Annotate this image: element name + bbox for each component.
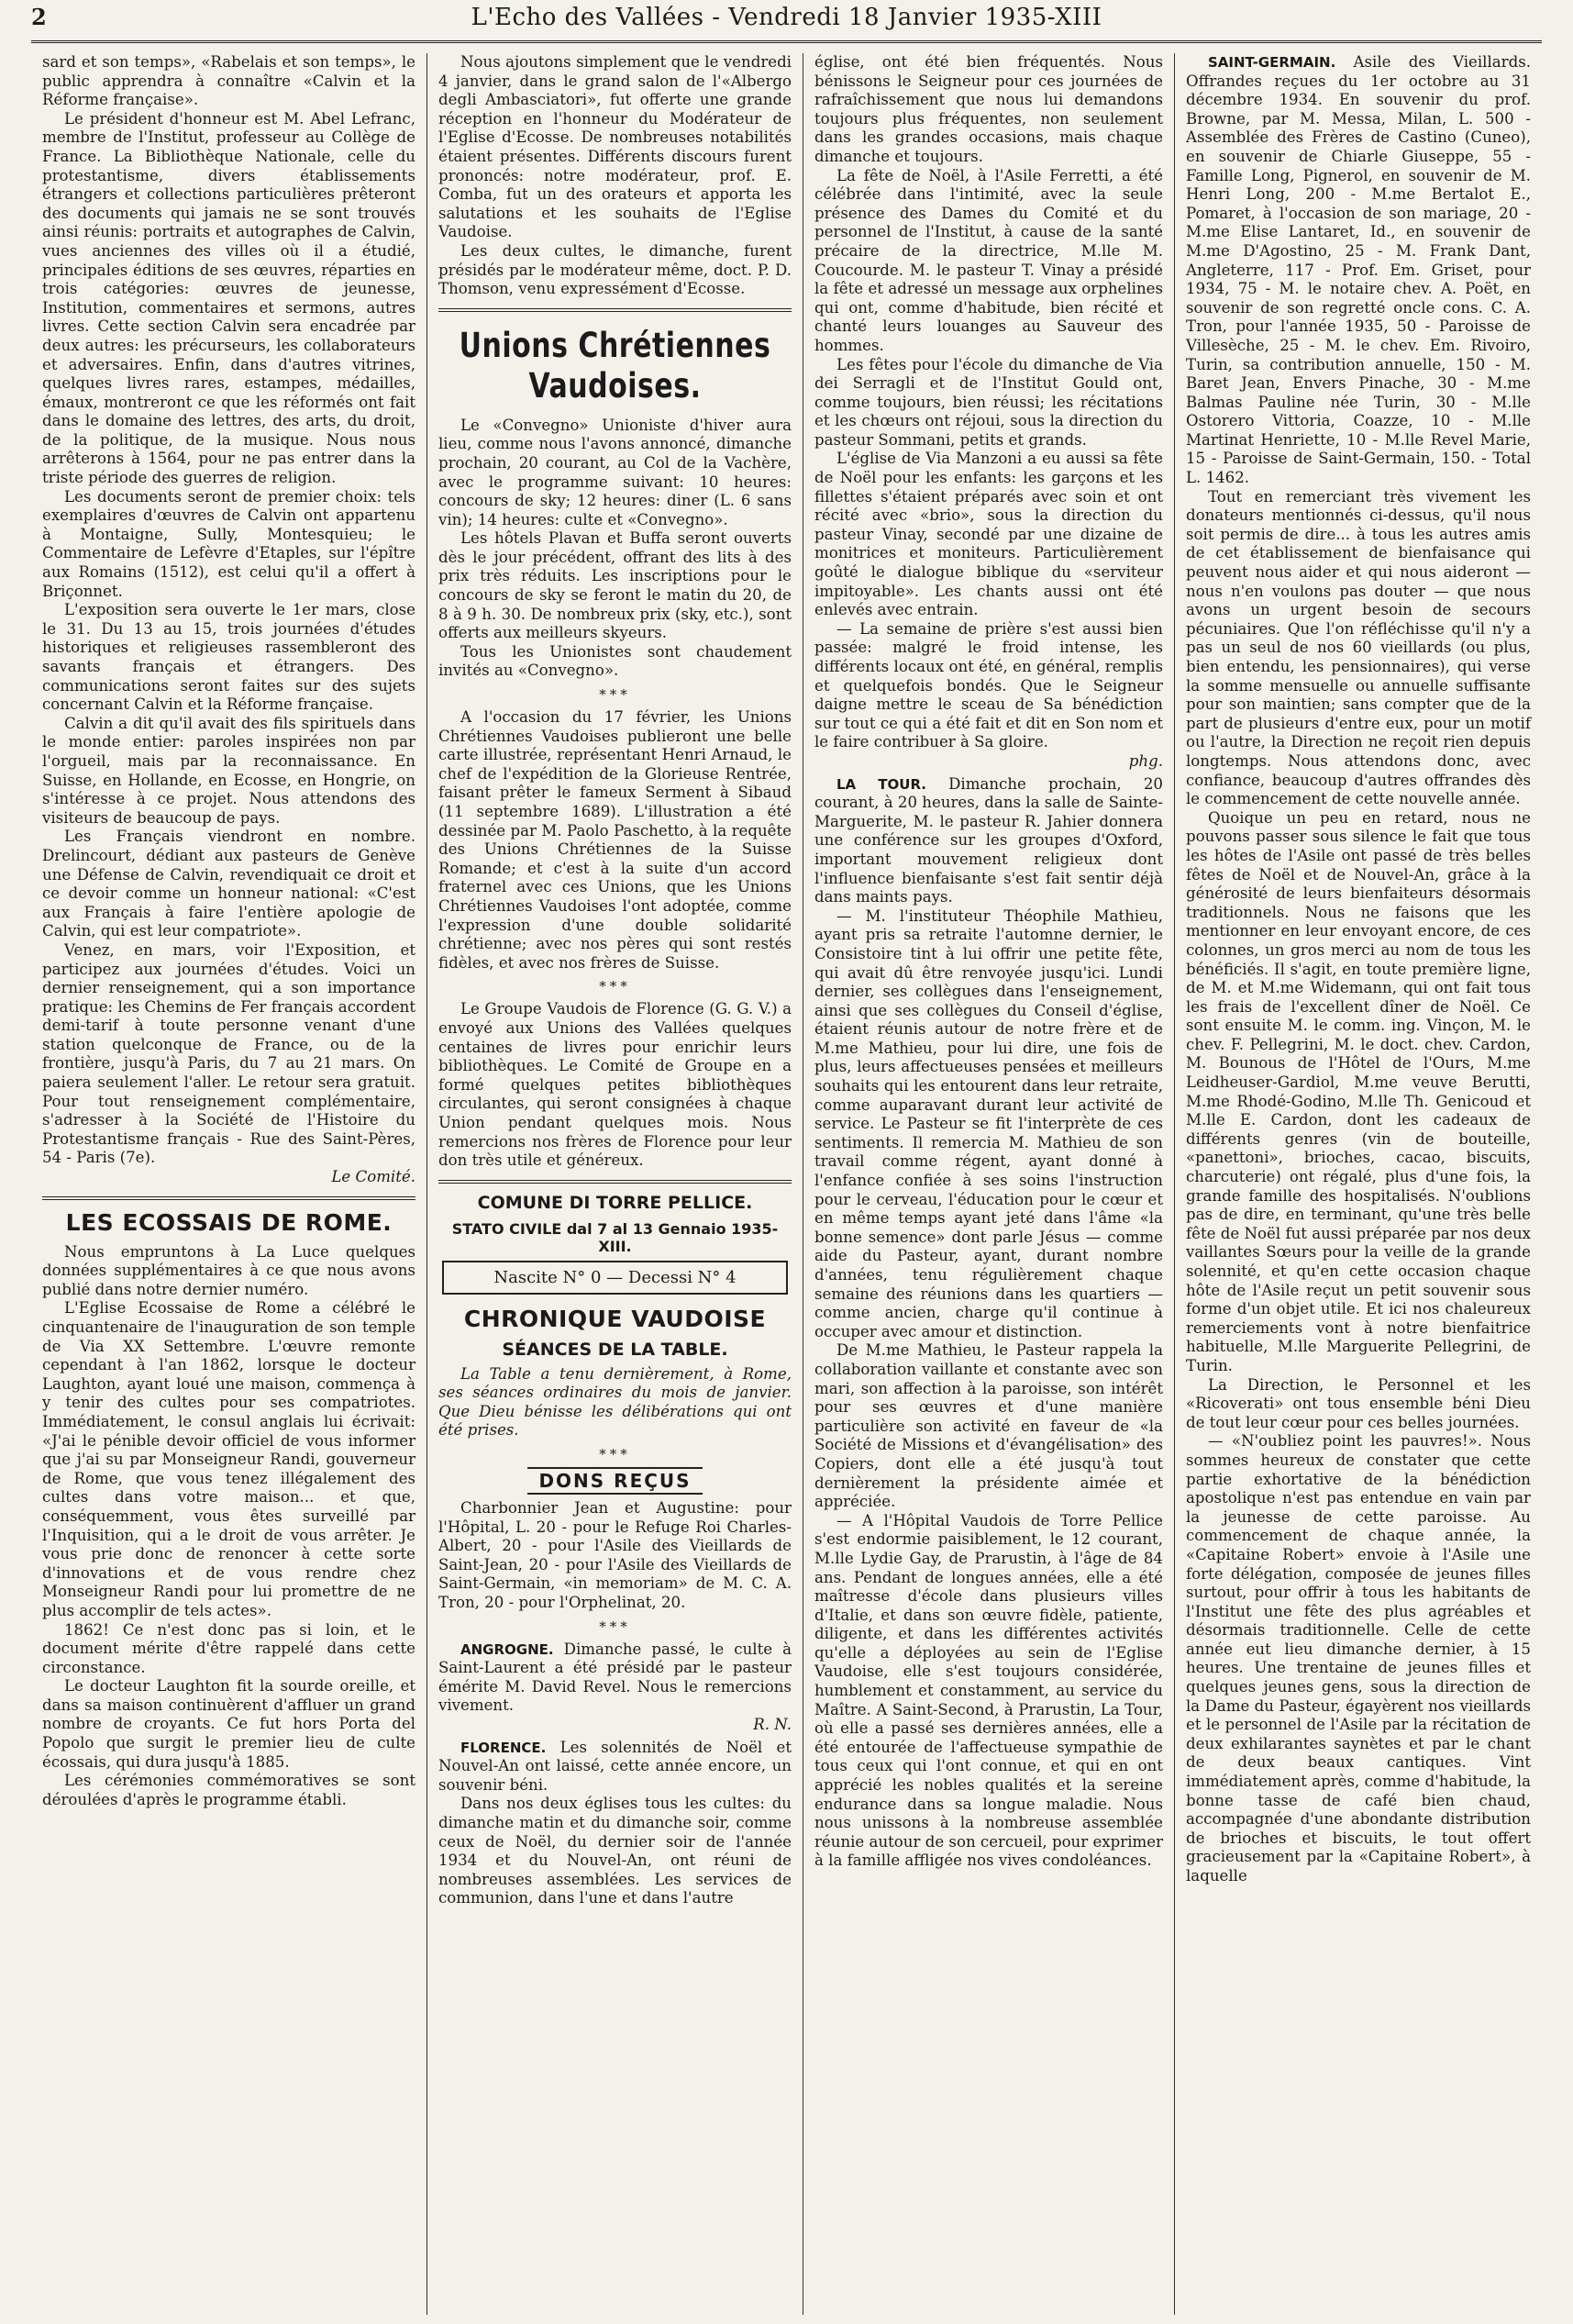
paragraph-text: Les solennités de Noël et Nouvel-An ont laissé, cette année encore, un souvenir béni. [438, 1738, 792, 1794]
place-name: SAINT-GERMAIN. [1208, 54, 1336, 71]
subheading-dons [438, 1470, 792, 1492]
divider [438, 308, 792, 312]
masthead [31, 0, 1542, 43]
paragraph: Quoique un peu en retard, nous ne pouvons passer sous silence le fait que tous les hôtes de l'Asile ont passé de très belles fêtes de Noël et de Nouvel-An, grâce à la générosité de leurs bienfaiteurs désormais traditionnels. Nous ne faisons que les mentionner en leur envoyant encore, de ces colonnes, un gros merci au nom de tous les bénéficiés. Il s'agit, en toute première ligne, de M. et M.me Widemann, qui ont fait tous les frais de l'excellent dîner de Noël. Ce sont ensuite M. le comm. ing. Vinçon, M. le chev. F. Pellegrini, M. le doct. chev. Cardon, M. Bounous de l'Hôtel de l'Ours, M.me Leidheuser-Gardiol, M.me veuve Berutti, M.me Rhodé-Godino, M.lle Th. Genicoud et M.lle E. Cardon, dont les cadeaux de différents genres (vin de bouteille, «panettoni», brioches, cacao, biscuits, charcuterie) ont régalé, plus d'une fois, la grande famille des hospitalisés. N'oublions pas de dire, en terminant, qu'une très belle fête de Noël fut aussi préparée par nos deux vaillantes Sœurs pour la veille de la grande solennité, et qu'en cette occasion chaque hôte de l'Asile reçut un petit souvenir sous forme d'un objet utile. Et ici nos chaleureux remerciements vont à notre bienfaitrice habituelle, M.lle Marguerite Pellegrini, de Turin. [1186, 808, 1531, 1374]
place-name: FLORENCE. [460, 1739, 547, 1756]
paragraph: L'Eglise Ecossaise de Rome a célébré le cinquantenaire de l'inauguration de son temple de Via XX Settembre. L'œuvre remonte cependant à l'an 1862, lorsque le docteur Laughton, ayant loué une maison, commença à y tenir des cultes pour ses compatriotes. Immédiatement, le consul anglais lui écrivait: «J'ai le pénible devoir officiel de vous informer que j'ai su par Monseigneur Randi, gouverneur de Rome, que vous tenez illégalement des cultes dans votre maison... et que, conséquemment, vous êtes surveillé par l'Inquisition, qui a le droit de vous arrêter. Je vous prie donc de renoncer à cette sorte d'innovations et de vous rendre chez Monseigneur Randi pour lui promettre de ne plus accomplir de tels actes». [42, 1299, 415, 1619]
paragraph: Les hôtels Plavan et Buffa seront ouverts dès le jour précédent, offrant des lits à des prix très réduits. Les inscriptions pour le concours de sky se feront le matin du 20, de 8 à 9 h. 30. De nombreux prix (sky, etc.), sont offerts aux meilleurs skyeurs. [438, 529, 792, 642]
paragraph: Charbonnier Jean et Augustine: pour l'Hôpital, L. 20 - pour le Refuge Roi Charles-Albert, 20 - pour l'Asile des Vieillards de Saint-Jean, 20 - pour l'Asile des Vieillards de Saint-Germain, «in memoriam» de M. C. A. Tron, 20 - pour l'Orphelinat, 20. [438, 1499, 792, 1612]
dons-label: DONS REÇUS [527, 1467, 702, 1495]
paragraph: — A l'Hôpital Vaudois de Torre Pellice s'est endormie paisiblement, le 12 courant, M.lle Lydie Gay, de Prarustin, à l'âge de 84 ans. Pendant de longues années, elle a été maîtresse d'école dans plusieurs villes d'Italie, et dans son œuvre fidèle, patiente, diligente, et dans les différentes activités qu'elle a déployées au sein de l'Eglise Vaudoise, elle s'est toujours considérée, humblement et constamment, au service du Maître. A Saint-Second, à Prarustin, La Tour, où elle a passé ses dernières années, elle a été entourée de l'affectueuse sympathie de tous ceux qui l'ont connue, et qui en ont apprécié les nobles qualités et la sereine endurance dans sa longue maladie. Nous nous unissons à la nombreuse assemblée réunie autour de son cercueil, pour exprimer à la famille affligée nos vives condoléances. [814, 1511, 1163, 1870]
place-name: LA TOUR. [836, 775, 926, 793]
paragraph: — La semaine de prière s'est aussi bien passée: malgré le froid intense, les différents locaux ont été, en général, remplis et quelquefois bondés. Que le Seigneur daigne mettre le sceau de Sa bénédiction sur tout ce qui a été fait et dit en Son nom et le faire contribuer à Sa gloire. [814, 619, 1163, 751]
paragraph: Tous les Unionistes sont chaudement invités au «Convegno». [438, 642, 792, 680]
paragraph: De M.me Mathieu, le Pasteur rappela la collaboration vaillante et constante avec son mari, son affection à la paroisse, son intérêt pour ses œuvres et d'une manière particulière son activité en faveur de «la Société de Missions et d'évangélisation» des Copiers, dont elle a été jusqu'à tout dernièrement la présidente aimée et appréciée. [814, 1341, 1163, 1511]
paragraph: — M. l'instituteur Théophile Mathieu, ayant pris sa retraite l'automne dernier, le Consistoire tint à lui offrir une petite fête, qui avait dû être renvoyée jusqu'ici. Lundi dernier, ses collègues dans l'enseignement, ainsi que ses collègues du Conseil d'église, étaient réunis autour de notre frère et de M.me Mathieu, pour lui dire, une fois de plus, leurs affectueuses pensées et meilleurs souhaits qui les entourent dans leur retraite, comme auparavant durant leur activité de service. Le Pasteur se fit l'interprète de ces sentiments. Il remercia M. Mathieu de son travail comme régent, ayant donné à l'enfance confiée à ses soins l'instruction pour le cerveau, l'éducation pour le cœur et en même temps ayant jeté dans l'âme «la bonne semence» dont parle Jésus — comme aide du Pasteur, ayant, durant nombre d'années, tenu régulièrement chaque semaine des réunions dans les quartiers — comme ancien, charge qu'il continue à occuper avec amour et distinction. [814, 906, 1163, 1340]
paragraph: La Direction, le Personnel et les «Ricoverati» ont tous ensemble béni Dieu de tout leur cœur pour ces belles journées. [1186, 1375, 1531, 1431]
paragraph: Nous ajoutons simplement que le vendredi 4 janvier, dans le grand salon de l'«Albergo degli Ambasciatori», fut offerte une grande réception en l'honneur du Modérateur de l'Eglise d'Ecosse. De nombreuses notabilités étaient présentes. Différents discours furent prononcés: notre modérateur, prof. E. Comba, fut un des orateurs et apporta les salutations et les souhaits de l'Eglise Vaudoise. [438, 53, 792, 241]
paragraph: Le docteur Laughton fit la sourde oreille, et dans sa maison continuèrent d'affluer un grand nombre de croyants. Ce fut hors Porta del Popolo que surgit le premier lieu de culte écossais, qui dura jusqu'à 1885. [42, 1677, 415, 1771]
paragraph: Le «Convegno» Unioniste d'hiver aura lieu, comme nous l'avons annoncé, dimanche prochain, 20 courant, au Col de la Vachère, avec le programme suivant: 10 heures: concours de sky; 12 heures: diner (L. 6 sans vin); 14 heures: culte et «Convegno». [438, 416, 792, 528]
section-heading-chronique: CHRONIQUE VAUDOISE [463, 1305, 767, 1332]
signature: Le Comité. [331, 1168, 415, 1186]
paragraph: 1862! Ce n'est donc pas si loin, et le document mérite d'être rappelé dans cette circonstance. [42, 1620, 415, 1676]
paragraph: Calvin a dit qu'il avait des fils spirituels dans le monde entier: paroles inspirées non par l'orgueil, mais par la reconnaissance. En Suisse, en Hollande, en Ecosse, en Hongrie, on s'intéresse à ce projet. Nous attendons des visiteurs de beaucoup de pays. [42, 714, 415, 827]
paragraph: L'exposition sera ouverte le 1er mars, close le 31. Du 13 au 15, trois journées d'études historiques et religieuses rassembleront des savants français et étrangers. Des communications seront faites sur des sujets concernant Calvin et la Réforme française. [42, 601, 415, 714]
column-3 [803, 53, 1174, 2315]
paragraph: Nous empruntons à La Luce quelques données supplémentaires à ce que nous avons publié dans notre dernier numéro. [42, 1242, 415, 1298]
paragraph: Les Français viendront en nombre. Drelincourt, dédiant aux pasteurs de Genève une Défense de Calvin, revendiquait ce droit et ce devoir comme un honneur national: «C'est aux Français à faire l'entière apologie de Calvin, qui est leur compatriote». [42, 828, 415, 940]
section-heading-unions: Unions Chrétiennes Vaudoises. [459, 325, 771, 406]
separator-stars: *** [599, 686, 631, 704]
columns [31, 53, 1542, 2315]
paragraph: église, ont été bien fréquentés. Nous bénissons le Seigneur pour ces journées de rafraîchissement que nous lui demandons toujours plus fréquentes, non seulement dans les grandes occasions, mais chaque dimanche et toujours. [814, 53, 1163, 165]
paragraph [1186, 53, 1531, 488]
paragraph: La fête de Noël, à l'Asile Ferretti, a été célébrée dans l'intimité, avec la seule présence des Dames du Comité et du personnel de l'Institut, à cause de la santé précaire de la directrice, M.lle M. Coucourde. M. le pasteur T. Vinay a présidé la fête et adressé un message aux orphelines qui ont, comme d'habitude, bien récité et chanté leurs louanges au Sauveur des hommes. [814, 166, 1163, 354]
paragraph: — «N'oubliez point les pauvres!». Nous sommes heureux de constater que cette partie exhortative de la bénédiction apostolique n'est pas entendue en vain par la jeunesse de cette paroisse. Au commencement de chaque année, la «Capitaine Robert» envoie à l'Asile une forte délégation, composée de jeunes filles surtout, pour offrir à tous les habitants de l'Institut une fête des plus agréables et désormais traditionnelle. Celle de cette année eut lieu dimanche dernier, à 15 heures. Une trentaine de jeunes filles et quelques jeunes gens, sous la direction de la Dame du Pasteur, égayèrent nos vieillards et le personnel de l'Asile par la récitation de deux exhilarantes saynètes et par le chant de deux beaux cantiques. Vint immédiatement après, comme d'habitude, la bonne tasse de café bien chaud, accompagnée d'une abondante distribution de brioches et biscuits, le tout offert gracieusement par la «Capitaine Robert», à laquelle [1186, 1432, 1531, 1885]
signature: R. N. [753, 1716, 792, 1733]
paragraph-text: Asile des Vieillards. Offrandes reçues du 1er octobre au 31 décembre 1934. En souvenir du prof. Browne, par M. Messa, Milan, L. 500 - Assemblée des Frères de Castino (Cuneo), en souvenir de Chiarle Giuseppe, 55 - Famille Long, Pignerol, en souvenir de M. Henri Long, 200 - M.me Bertalot E., Pomaret, à l'occasion de son mariage, 20 - M.me Elise Lantaret, Id., en souvenir de M.me D'Agostino, 25 - M. Frank Dant, Angleterre, 117 - Prof. Em. Griset, pour 1934, 75 - M. le notaire chev. A. Poët, en souvenir de son regretté oncle cons. C. A. Tron, pour l'année 1935, 50 - Paroisse de Villesèche, 25 - M. le chev. Em. Rivoiro, Turin, sa contribution annuelle, 150 - M. Baret Jean, Envers Pinache, 30 - M.me Balmas Pauline née Turin, 30 - M.lle Ostorero Vittoria, Coazze, 10 - M.lle Martinat Henriette, 10 - M.lle Revel Marie, 15 - Paroisse de Saint-Germain, 150. - Total L. 1462. [1186, 53, 1531, 487]
subheading-seances: SÉANCES DE LA TABLE. [502, 1339, 728, 1360]
paragraph-text: Dimanche prochain, 20 courant, à 20 heures, dans la salle de Sainte-Marguerite, M. le pasteur R. Jahier donnera une conférence sur les groupes d'Oxford, important mouvement religieux dont l'influence bienfaisante s'est fait sentir déjà dans maints pays. [814, 774, 1163, 906]
paragraph: L'église de Via Manzoni a eu aussi sa fête de Noël pour les enfants: les garçons et les fillettes s'étaient préparés avec soin et ont récité avec «brio», sous la direction du pasteur Vinay, secondé par une dizaine de monitrices et moniteurs. Particulièrement goûté le dialogue biblique du «serviteur impitoyable». Les chants aussi ont été enlevés avec entrain. [814, 450, 1163, 619]
paragraph: Les documents seront de premier choix: tels exemplaires d'œuvres de Calvin ont appartenu à Montaigne, Sully, Montesquieu; le Commentaire de Lefèvre d'Etaples, sur l'épître aux Romains (1512), est celui qu'il a offert à Briçonnet. [42, 487, 415, 600]
paragraph [814, 775, 1163, 907]
paragraph-text: Dimanche passé, le culte à Saint-Laurent a été présidé par le pasteur émérite M. David Revel. Nous le remercions vivement. [438, 1640, 792, 1715]
signature: phg. [1128, 751, 1163, 770]
commune-title: COMUNE DI TORRE PELLICE. [477, 1192, 753, 1213]
divider [438, 1180, 792, 1184]
commune-subtitle: STATO CIVILE dal 7 al 13 Gennaio 1935-XIII. [451, 1219, 779, 1255]
paragraph: La Table a tenu dernièrement, à Rome, ses séances ordinaires du mois de janvier. Que Dieu bénisse les délibérations qui ont été prises. [438, 1364, 792, 1440]
paragraph: Les deux cultes, le dimanche, furent présidés par le modérateur même, doct. P. D. Thomson, venu expressément d'Ecosse. [438, 241, 792, 298]
paragraph: Les cérémonies commémoratives se sont déroulées d'après le programme établi. [42, 1772, 415, 1808]
separator-stars: *** [599, 1618, 631, 1635]
separator-stars: *** [599, 1446, 631, 1463]
column-1 [31, 53, 426, 2315]
paragraph: sard et son temps», «Rabelais et son temps», le public apprendra à connaître «Calvin et la Réforme française». [42, 53, 415, 109]
vital-stats-box: Nascite N° 0 — Decessi N° 4 [442, 1261, 788, 1295]
newspaper-title: L'Echo des Vallées - Vendredi 18 Janvier 1935-XIII [471, 4, 1102, 31]
paragraph [438, 1640, 792, 1716]
paragraph: Venez, en mars, voir l'Exposition, et participez aux journées d'études. Voici un dernier renseignement, qui a son importance pratique: les Chemins de Fer français accordent demi-tarif à toute personne venant d'une station quelconque de France, ou de la frontière, jusqu'à Paris, du 7 au 21 mars. On paiera seulement l'aller. Le retour sera gratuit. Pour tout renseignement complémentaire, s'adresser à la Société de l'Histoire du Protestantisme français - Rue des Saint-Pères, 54 - Paris (7e). [42, 940, 415, 1167]
place-name: ANGROGNE. [460, 1640, 554, 1658]
paragraph: A l'occasion du 17 février, les Unions Chrétiennes Vaudoises publieront une belle carte illustrée, représentant Henri Arnaud, le chef de l'expédition de la Glorieuse Rentrée, faisant prêter le fameux Serment à Sibaud (11 septembre 1689). L'illustration a été dessinée par M. Paolo Paschetto, à la requête des Unions Chrétiennes de la Suisse Romande; et c'est à la suite d'un accord fraternel avec ces Unions, que les Unions Chrétiennes Vaudoises l'ont adoptée, comme l'expression d'une double solidarité chrétienne; avec nos pères qui sont restés fidèles, et avec nos frères de Suisse. [438, 708, 792, 972]
separator-stars: *** [599, 978, 631, 995]
column-2 [426, 53, 803, 2315]
page-number: 2 [31, 4, 47, 30]
paragraph: Le président d'honneur est M. Abel Lefranc, membre de l'Institut, professeur au Collège de France. La Bibliothèque Nationale, celle du protestantisme, divers établissements étrangers et collections particulières prêteront des documents qui jamais ne se sont trouvés ainsi réunis: portraits et autographes de Calvin, vues anciennes des villes où il a étudié, principales éditions de ses œuvres, réparties en trois catégories: œuvres de jeunesse, Institution, commentaires et sermons, autres livres. Cette section Calvin sera encadrée par deux autres: les précurseurs, les collaborateurs et adversaires. Enfin, dans d'autres vitrines, quelques livres rares, estampes, médailles, émaux, montreront ce que les réformés ont fait dans le domaine des lettres, des arts, du droit, de la politique, de la musique. Nous nous arrêterons à 1564, pour ne pas entrer dans la triste période des guerres de religion. [42, 109, 415, 487]
paragraph [438, 1739, 792, 1796]
paragraph: Le Groupe Vaudois de Florence (G. G. V.) a envoyé aux Unions des Vallées quelques centaines de livres pour enrichir leurs bibliothèques. Le Comité de Groupe en a formé quelques petites bibliothèques circulantes, qui seront consignées à chaque Union pendant quelques mois. Nous remercions nos frères de Florence pour leur don très utile et généreux. [438, 1000, 792, 1170]
column-4 [1174, 53, 1542, 2315]
paragraph: Les fêtes pour l'école du dimanche de Via dei Serragli et de l'Institut Gould ont, comme toujours, bien réussi; les récitations et les chœurs ont réjoui, sous la direction du pasteur Sommani, petits et grands. [814, 355, 1163, 449]
paragraph: Dans nos deux églises tous les cultes: du dimanche matin et du dimanche soir, comme ceux de Noël, du dernier soir de l'année 1934 et du Nouvel-An, ont réuni de nombreuses assemblées. Les services de communion, dans l'une et dans l'autre [438, 1795, 792, 1907]
divider [42, 1196, 415, 1200]
paragraph: Tout en remerciant très vivement les donateurs mentionnés ci-dessus, qu'il nous soit permis de dire... à tous les autres amis de cet établissement de bienfaisance qui peuvent nous aider et qui nous aideront — nous n'en voulons pas douter — que nous avons un urgent besoin de secours pécuniaires. Que l'on réfléchisse qu'il n'y a pas un seul de nos 60 vieillards (ou plus, bien entendu, les pensionnaires), qui verse la somme mensuelle ou annuelle suffisante pour son maintien; sans compter que de la part de plusieurs d'entre eux, pour un motif ou l'autre, la Direction ne reçoit rien depuis longtemps. Nous attendons donc, avec confiance, beaucoup d'autres offrandes dès le commencement de cette nouvelle année. [1186, 487, 1531, 808]
article-heading: LES ECOSSAIS DE ROME. [65, 1208, 393, 1236]
